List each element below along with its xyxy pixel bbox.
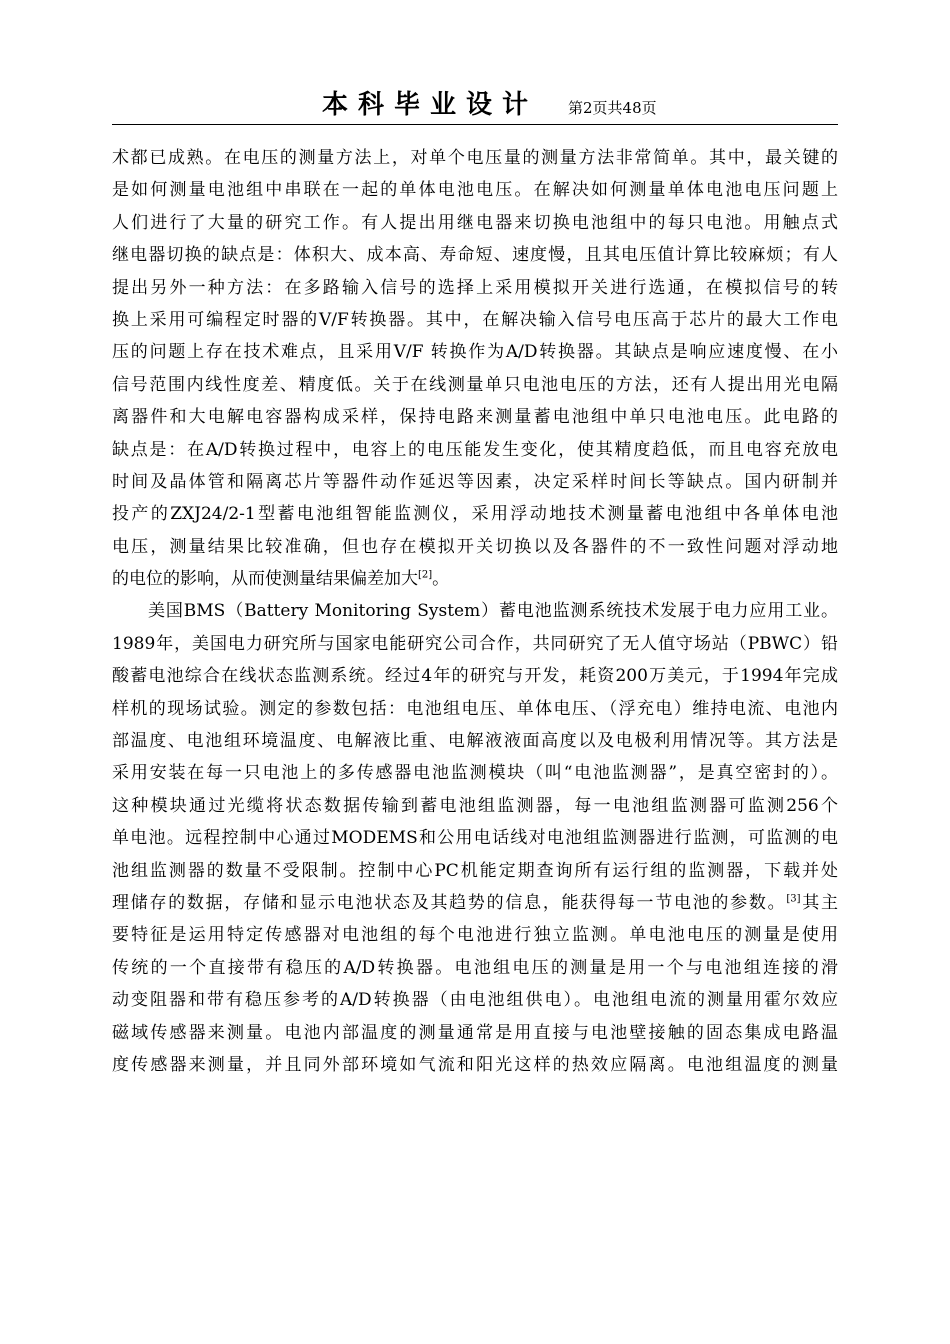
paragraph-text: 。 — [432, 569, 450, 590]
paragraph-line: 酸蓄电池综合在线状态监测系统。经过4年的研究与开发，耗资200万美元，于1994年完成 — [112, 666, 838, 687]
paragraph-line: 这种模块通过光缆将状态数据传输到蓄电池组监测器，每一电池组监测器可监测256个 — [112, 795, 838, 816]
paragraph-line: 部温度、电池组环境温度、电解液比重、电解液液面高度以及电极利用情况等。其方法是 — [112, 731, 838, 752]
citation-ref: [2] — [418, 569, 433, 581]
paragraph-line: 1989年，美国电力研究所与国家电能研究公司合作，共同研究了无人值守场站（PBWC）铅 — [112, 633, 838, 654]
paragraph-text: 理储存的数据，存储和显示电池状态及其趋势的信息，能获得每一节电池的参数。 — [112, 892, 787, 913]
paragraph-line: 压的问题上存在技术难点，且采用V/F 转换作为A/D转换器。其缺点是响应速度慢、在小 — [112, 342, 838, 363]
paragraph-line: 提出另外一种方法：在多路输入信号的选择上采用模拟开关进行选通，在模拟信号的转 — [112, 277, 838, 298]
paragraph-line: 是如何测量电池组中串联在一起的单体电池电压。在解决如何测量单体电池电压问题上 — [112, 180, 838, 201]
paragraph-line: 继电器切换的缺点是：体积大、成本高、寿命短、速度慢，且其电压值计算比较麻烦；有人 — [112, 245, 838, 266]
header-title: 本科毕业设计 — [322, 90, 539, 120]
paragraph-text: 的电位的影响，从而使测量结果偏差加大 — [112, 569, 418, 590]
paragraph-line: 投产的ZXJ24/2-1型蓄电池组智能监测仪，采用浮动地技术测量蓄电池组中各单体电池 — [112, 504, 838, 525]
paragraph-line: 样机的现场试验。测定的参数包括：电池组电压、单体电压、（浮充电）维持电流、电池内 — [112, 698, 838, 719]
paragraph-line: 池组监测器的数量不受限制。控制中心PC机能定期查询所有运行组的监测器，下载并处 — [112, 860, 838, 881]
paragraph-1 — [112, 142, 838, 595]
paragraph-line: 电压，测量结果比较准确，但也存在模拟开关切换以及各器件的不一致性问题对浮动地 — [112, 536, 838, 557]
paragraph-line: 采用安装在每一只电池上的多传感器电池监测模块（叫“电池监测器”，是真空密封的）。 — [112, 763, 838, 784]
paragraph-line: 美国BMS（Battery Monitoring System）蓄电池监测系统技术发展于电力应用工业。 — [148, 601, 838, 622]
paragraph-line: 人们进行了大量的研究工作。有人提出用继电器来切换电池组中的每只电池。用触点式 — [112, 212, 838, 233]
paragraph-line: 度传感器来测量，并且同外部环境如气流和阳光这样的热效应隔离。电池组温度的测量 — [112, 1054, 838, 1075]
paragraph-last-line — [112, 563, 838, 595]
paragraph-line: 动变阻器和带有稳压参考的A/D转换器（由电池组供电）。电池组电流的测量用霍尔效应 — [112, 990, 838, 1011]
paragraph-text: 其主 — [800, 892, 839, 913]
paragraph-line: 换上采用可编程定时器的V/F转换器。其中，在解决输入信号电压高于芯片的最大工作电 — [112, 309, 838, 330]
page-body — [112, 142, 838, 1081]
paragraph-line: 要特征是运用特定传感器对电池组的每个电池进行独立监测。单电池电压的测量是使用 — [112, 925, 838, 946]
paragraph-line: 传统的一个直接带有稳压的A/D转换器。电池组电压的测量是用一个与电池组连接的滑 — [112, 957, 838, 978]
paragraph-line: 信号范围内线性度差、精度低。关于在线测量单只电池电压的方法，还有人提出用光电隔 — [112, 374, 838, 395]
paragraph-line: 缺点是：在A/D转换过程中，电容上的电压能发生变化，使其精度趋低，而且电容充放电 — [112, 439, 838, 460]
paragraph-line: 离器件和大电解电容器构成采样，保持电路来测量蓄电池组中单只电池电压。此电路的 — [112, 407, 838, 428]
paragraph-line: 时间及晶体管和隔离芯片等器件动作延迟等因素，决定采样时间长等缺点。国内研制并 — [112, 471, 838, 492]
paragraph-line: 术都已成熟。在电压的测量方法上，对单个电压量的测量方法非常简单。其中，最关键的 — [112, 148, 838, 168]
header-page-info: 第2页共48页 — [568, 99, 657, 117]
citation-ref: [3] — [786, 893, 801, 905]
paragraph-line: 磁域传感器来测量。电池内部温度的测量通常是用直接与电池壁接触的固态集成电路温 — [112, 1022, 838, 1043]
paragraph-ref-line — [112, 887, 838, 919]
paragraph-line: 单电池。远程控制中心通过MODEMS和公用电话线对电池组监测器进行监测，可监测的电 — [112, 828, 838, 849]
paragraph-2 — [112, 595, 838, 1081]
page-header — [112, 84, 838, 125]
